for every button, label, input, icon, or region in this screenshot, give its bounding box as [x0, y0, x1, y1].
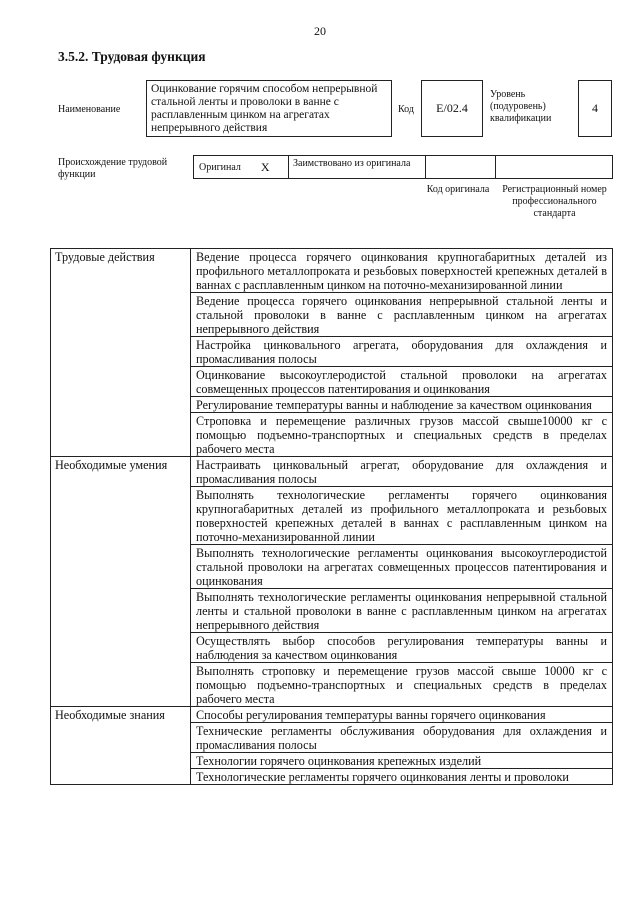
knowledge-item: Технические регламенты обслуживания оборудования для охлаждения и промасливания полосы	[191, 723, 613, 753]
origin-row	[193, 155, 613, 179]
skill-item: Выполнять технологические регламенты оцинкования высокоуглеродистой стальной проволоки на агрегатах совмещенных процессов патентирования и оцинкования	[191, 545, 613, 589]
reg-number-caption: Регистрационный номер профессионального стандарта	[502, 184, 607, 219]
knowledge-item: Технологические регламенты горячего оцинкования ленты и проволоки	[191, 769, 613, 785]
original-label: Оригинал	[199, 161, 241, 173]
qualification-level-box: 4	[578, 80, 612, 137]
labor-action-item: Оцинкование высокоуглеродистой стальной проволоки на агрегатах совмещенных процессов патентирования и оцинкования	[191, 367, 613, 397]
section-title: 3.5.2. Трудовая функция	[58, 49, 206, 64]
function-code-box: E/02.4	[421, 80, 483, 137]
skill-item: Настраивать цинковальный агрегат, оборудование для охлаждения и промасливания полосы	[191, 457, 613, 487]
knowledge-item: Способы регулирования температуры ванны горячего оцинкования	[191, 707, 613, 723]
name-label: Наименование	[58, 104, 121, 115]
skill-item: Выполнять технологические регламенты оцинкования непрерывной стальной ленты и стальной проволоки в ванне с расплавленным цинком на агрегатах непрерывного действия	[191, 589, 613, 633]
labor-actions-label: Трудовые действия	[51, 249, 191, 457]
qualification-level-label: Уровень (подуровень) квалификации	[490, 89, 552, 124]
labor-action-item: Ведение процесса горячего оцинкования непрерывной стальной ленты и стальной проволоки в ванне с расплавленным цинком на агрегатах непрерывного действия	[191, 293, 613, 337]
borrowed-cell: Заимствовано из оригинала	[289, 156, 426, 178]
table-row	[51, 249, 613, 293]
labor-action-item: Настройка цинковального агрегата, оборудования для охлаждения и промасливания полосы	[191, 337, 613, 367]
labor-action-item: Строповка и перемещение различных грузов массой свыше10000 кг с помощью подъемно-транспортных и специальных средств в пределах рабочего места	[191, 413, 613, 457]
function-details-table	[50, 248, 613, 785]
original-mark: X	[260, 159, 270, 174]
code-original-caption: Код оригинала	[426, 184, 490, 195]
skills-label: Необходимые умения	[51, 457, 191, 707]
origin-label: Происхождение трудовой функции	[58, 157, 168, 180]
knowledge-item: Технологии горячего оцинкования крепежных изделий	[191, 753, 613, 769]
code-original-cell	[426, 156, 496, 178]
function-name-box: Оцинкование горячим способом непрерывной стальной ленты и проволоки в ванне с расплавленным цинком на агрегатах непрерывного действия	[146, 80, 392, 137]
page-number: 20	[314, 24, 326, 38]
original-cell	[194, 156, 289, 178]
table-row	[51, 707, 613, 723]
code-label: Код	[398, 104, 414, 115]
skill-item: Выполнять строповку и перемещение грузов массой свыше 10000 кг с помощью подъемно-транспортных и специальных средств в пределах рабочего места	[191, 663, 613, 707]
knowledge-label: Необходимые знания	[51, 707, 191, 785]
skill-item: Осуществлять выбор способов регулирования температуры ванны и наблюдения за качеством оцинкования	[191, 633, 613, 663]
labor-action-item: Регулирование температуры ванны и наблюдение за качеством оцинкования	[191, 397, 613, 413]
table-row	[51, 457, 613, 487]
labor-action-item: Ведение процесса горячего оцинкования крупногабаритных деталей из профильного металлопроката и резьбовых поверхностей крепежных деталей в ваннах с расплавленным цинком на поточно-механизированной линии	[191, 249, 613, 293]
reg-number-cell	[496, 156, 612, 178]
skill-item: Выполнять технологические регламенты горячего оцинкования крупногабаритных деталей из профильного металлопроката и резьбовых поверхностей крепежных деталей в ваннах с расплавленным цинком на поточно-механизированной линии	[191, 487, 613, 545]
